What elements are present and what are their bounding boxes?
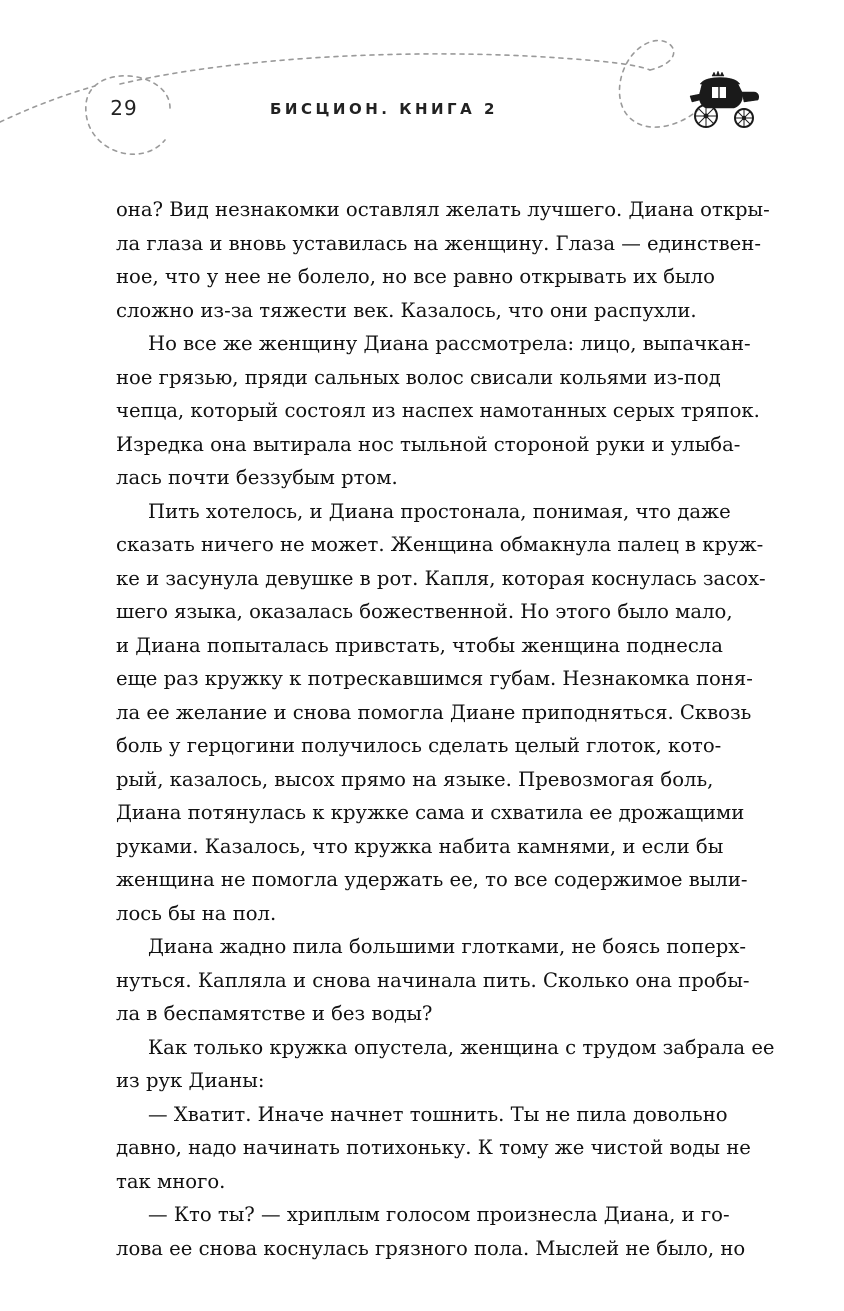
text-line: нуться. Капляла и снова начинала пить. Сколько она пробы- — [116, 968, 750, 992]
text-line: лось бы на пол. — [116, 901, 277, 925]
page-number: 29 — [110, 96, 138, 120]
text-line: она? Вид незнакомки оставлял желать лучшего. Диана откры- — [116, 198, 770, 221]
text-line: руками. Казалось, что кружка набита камнями, и если бы — [116, 834, 724, 858]
text-line: боль у герцогини получилось сделать целый глоток, кото- — [116, 734, 722, 757]
text-line: Но все же женщину Диана рассмотрела: лицо, выпачкан- — [148, 332, 751, 355]
text-line: — Кто ты? — хриплым голосом произнесла Диана, и го- — [148, 1203, 730, 1226]
text-line: шего языка, оказалась божественной. Но этого было мало, — [116, 600, 733, 623]
text-line: рый, казалось, высох прямо на языке. Превозмогая боль, — [116, 767, 714, 791]
text-line: из рук Дианы: — [116, 1069, 265, 1092]
carriage-icon — [688, 70, 762, 130]
text-line: женщина не помогла удержать ее, то все содержимое выли- — [116, 868, 748, 891]
page-header — [0, 0, 844, 180]
body-text — [116, 193, 775, 1265]
text-line: чепца, который состоял из наспех намотанных серых тряпок. — [116, 399, 760, 422]
text-line: лова ее снова коснулась грязного пола. Мыслей не было, но — [116, 1236, 746, 1260]
text-line: ла глаза и вновь уставилась на женщину. Глаза — единствен- — [116, 231, 761, 255]
text-line: сказать ничего не может. Женщина обмакнула палец в круж- — [116, 533, 764, 556]
text-line: Пить хотелось, и Диана простонала, понимая, что даже — [148, 499, 731, 523]
text-line: так много. — [116, 1169, 226, 1193]
text-line: ке и засунула девушке в рот. Капля, которая коснулась засох- — [116, 566, 766, 590]
text-line: сложно из-за тяжести век. Казалось, что они распухли. — [116, 298, 697, 322]
text-line: — Хватит. Иначе начнет тошнить. Ты не пила довольно — [148, 1102, 728, 1126]
running-title: БИСЦИОН. КНИГА 2 — [270, 100, 498, 118]
text-line: Изредка она вытирала нос тыльной стороной руки и улыба- — [116, 432, 741, 456]
text-line: лась почти беззубым ртом. — [116, 466, 398, 489]
text-line: Диана потянулась к кружке сама и схватила ее дрожащими — [116, 801, 745, 824]
text-line: еще раз кружку к потрескавшимся губам. Незнакомка поня- — [116, 667, 753, 690]
text-line: ла в беспамятстве и без воды? — [116, 1002, 433, 1025]
text-line: Как только кружка опустела, женщина с трудом забрала ее — [148, 1035, 775, 1059]
text-line: давно, надо начинать потихоньку. К тому же чистой воды не — [116, 1136, 751, 1159]
text-line: Диана жадно пила большими глотками, не боясь поперх- — [148, 935, 746, 958]
text-line: и Диана попыталась привстать, чтобы женщина поднесла — [116, 633, 723, 657]
text-line: ное грязью, пряди сальных волос свисали кольями из-под — [116, 365, 721, 389]
text-line: ла ее желание и снова помогла Диане приподняться. Сквозь — [116, 700, 752, 724]
text-line: ное, что у нее не болело, но все равно открывать их было — [116, 265, 715, 288]
